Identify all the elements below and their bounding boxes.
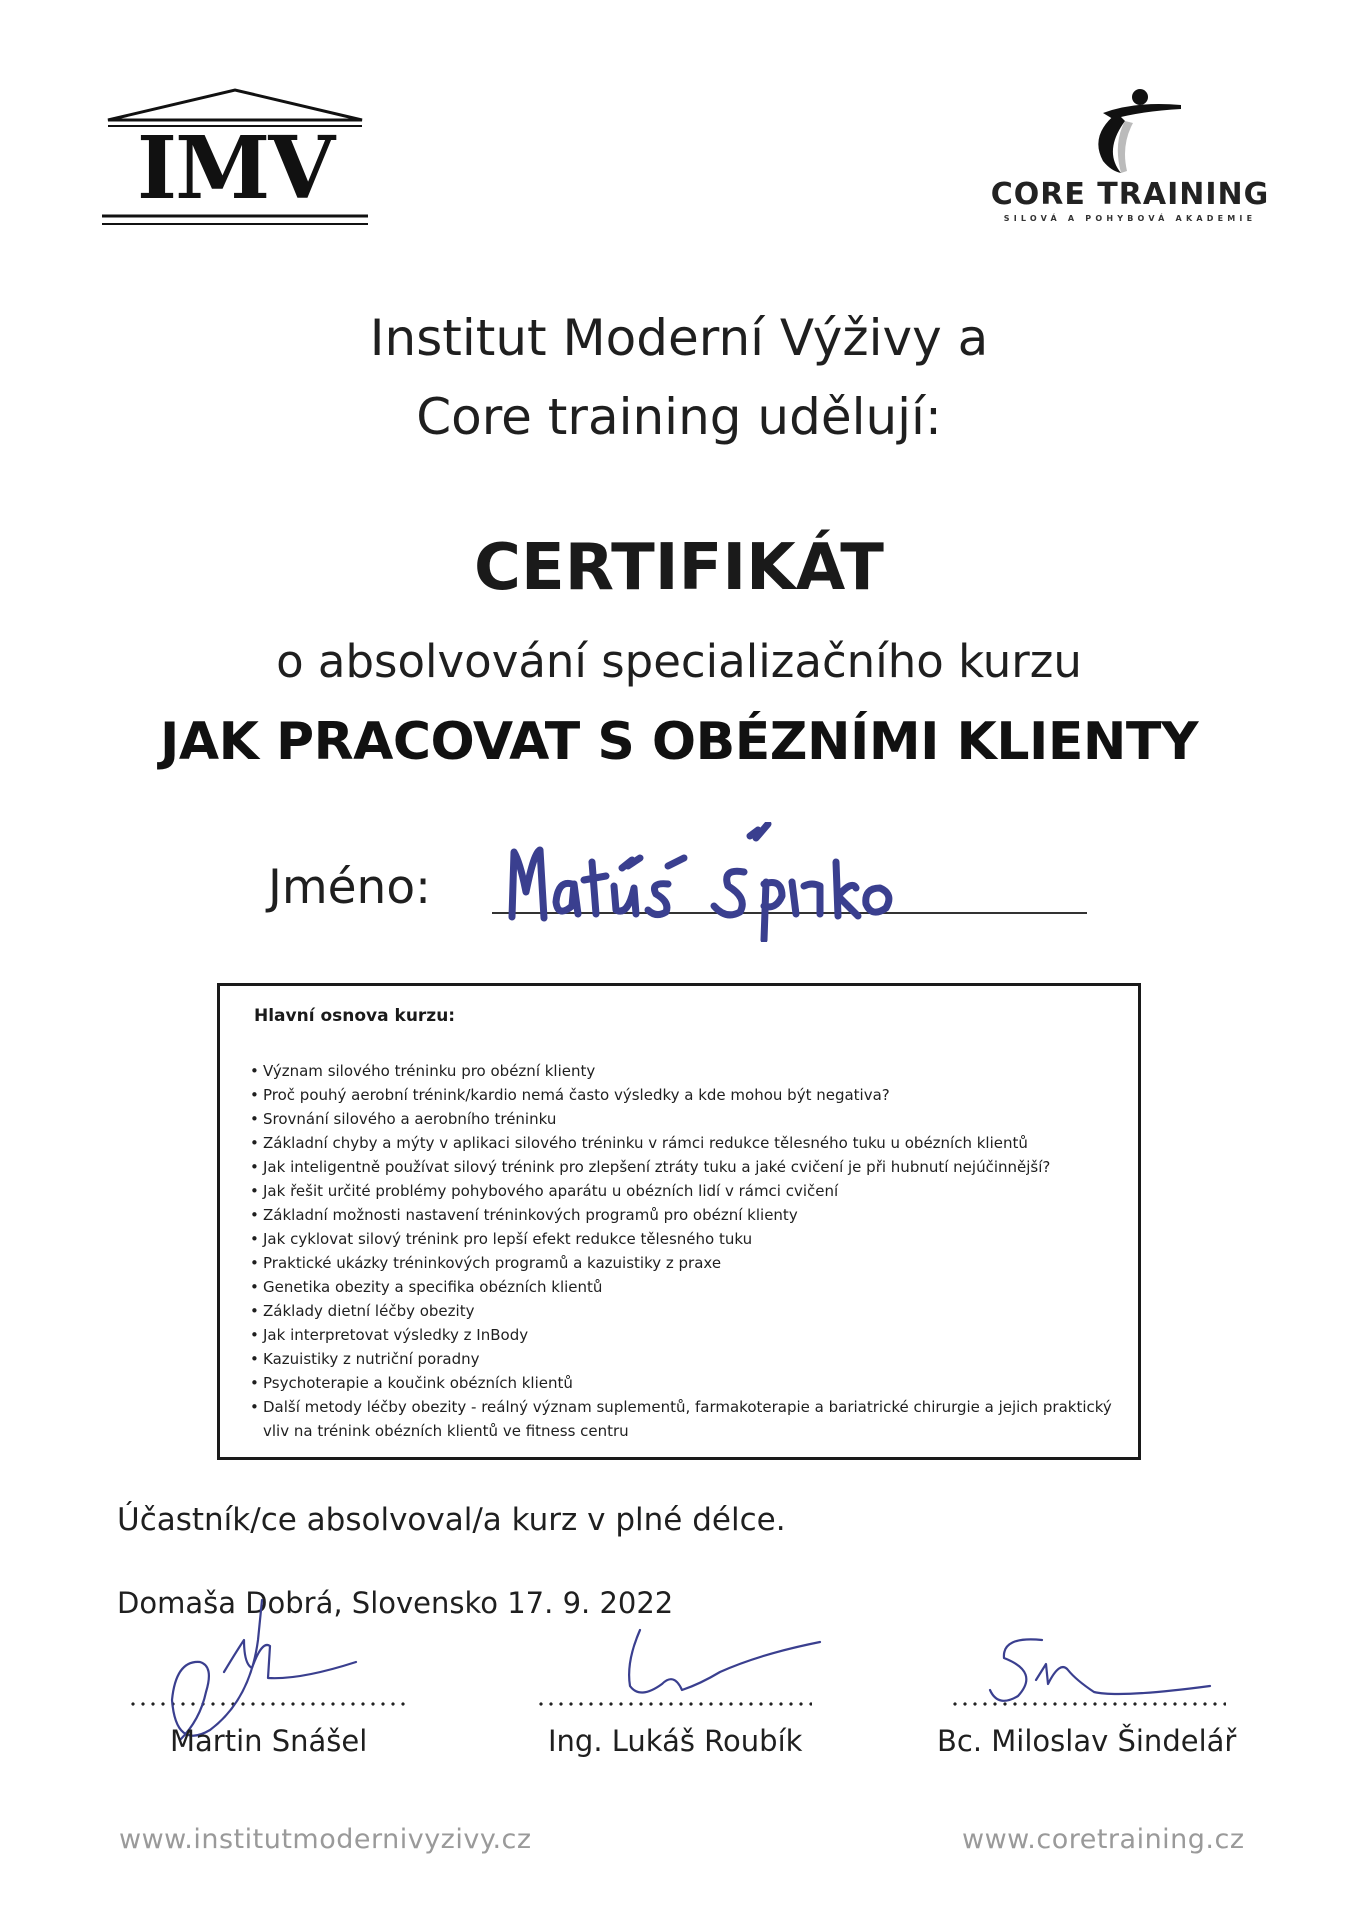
core-training-title: CORE TRAINING xyxy=(990,177,1270,212)
signature-lukas-roubik xyxy=(629,1630,820,1693)
core-training-figure-icon xyxy=(985,85,1275,180)
list-item: • Kazuistiky z nutriční poradny xyxy=(250,1347,1120,1371)
signer-name-1: Martin Snášel xyxy=(170,1724,368,1758)
certificate-subtitle: o absolvování specializačního kurzu xyxy=(276,635,1082,688)
footer-url-core-training[interactable]: www.coretraining.cz xyxy=(962,1824,1245,1855)
core-training-subtitle: SILOVÁ A POHYBOVÁ AKADEMIE xyxy=(1003,214,1257,223)
imv-logo-text: IMV xyxy=(136,118,334,219)
course-title: JAK PRACOVAT S OBÉZNÍMI KLIENTY xyxy=(160,712,1198,772)
signature-martin-snasel xyxy=(172,1600,356,1740)
list-item: • Genetika obezity a specifika obézních klientů xyxy=(250,1275,1120,1299)
list-item: • Jak řešit určité problémy pohybového aparátu u obézních lidí v rámci cvičení xyxy=(250,1179,1120,1203)
completion-statement: Účastník/ce absolvoval/a kurz v plné délce. xyxy=(117,1502,786,1538)
list-item: • Proč pouhý aerobní trénink/kardio nemá často výsledky a kde mohou být negativa? xyxy=(250,1083,1120,1107)
imv-logo xyxy=(100,88,370,238)
list-item: • Psychoterapie a koučink obézních klientů xyxy=(250,1371,1120,1395)
list-item: • Jak inteligentně používat silový trénink pro zlepšení ztráty tuku a jaké cvičení je při hubnutí nejúčinnější? xyxy=(250,1155,1120,1179)
list-item: • Jak cyklovat silový trénink pro lepší efekt redukce tělesného tuku xyxy=(250,1227,1120,1251)
list-item: • Základní možnosti nastavení tréninkových programů pro obézní klienty xyxy=(250,1203,1120,1227)
list-item: • Základy dietní léčby obezity xyxy=(250,1299,1120,1323)
certificate-title: CERTIFIKÁT xyxy=(474,531,884,605)
core-training-logo xyxy=(985,85,1275,225)
signer-name-2: Ing. Lukáš Roubík xyxy=(548,1724,803,1758)
list-item: • Srovnání silového a aerobního tréninku xyxy=(250,1107,1120,1131)
signer-name-3: Bc. Miloslav Šindelář xyxy=(937,1724,1237,1758)
syllabus-heading: Hlavní osnova kurzu: xyxy=(254,1006,456,1026)
intro-line-2: Core training udělují: xyxy=(416,388,942,446)
signature-miloslav-sindelar xyxy=(990,1639,1210,1700)
list-item: • Základní chyby a mýty v aplikaci silového tréninku v rámci redukce tělesného tuku u obézních klientů xyxy=(250,1131,1120,1155)
footer-url-imv[interactable]: www.institutmodernivyzivy.cz xyxy=(119,1824,532,1855)
place-and-date: Domaša Dobrá, Slovensko 17. 9. 2022 xyxy=(117,1586,674,1620)
intro-line-1: Institut Moderní Výživy a xyxy=(369,309,989,367)
syllabus-box xyxy=(217,983,1141,1460)
list-item: • Další metody léčby obezity - reálný význam suplementů, farmakoterapie a bariatrické chirurgie a jejich praktický vliv na trénink obézních klientů ve fitness centru xyxy=(250,1395,1120,1443)
list-item: • Praktické ukázky tréninkových programů a kazuistiky z praxe xyxy=(250,1251,1120,1275)
syllabus-list xyxy=(250,1059,1120,1443)
list-item: • Jak interpretovat výsledky z InBody xyxy=(250,1323,1120,1347)
name-label: Jméno: xyxy=(268,860,431,915)
handwritten-name xyxy=(500,822,960,942)
handwritten-signatures xyxy=(0,1580,1358,1810)
list-item: • Význam silového tréninku pro obézní klienty xyxy=(250,1059,1120,1083)
